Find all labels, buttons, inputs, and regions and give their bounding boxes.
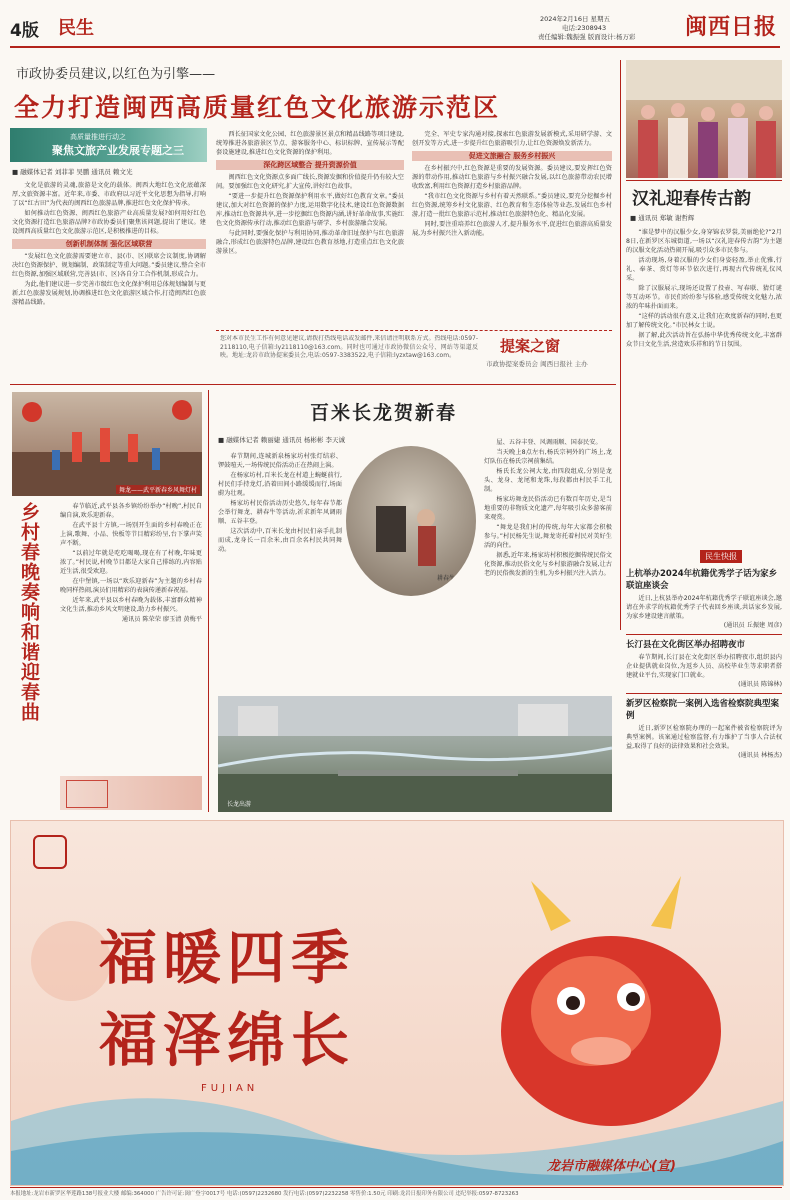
brief-2-body: 春节期间,长汀县在文化街区举办招聘夜市,组织县内企业提供就业岗位,为返乡人员、高校毕业生等求职者搭建就业平台,实现家门口就业。 — [626, 654, 782, 679]
lead-c3-p3: “我市红色文化资源与乡村有着天然联系。”委员建议,要充分挖掘乡村红色资源,统筹乡村文化旅游、红色教育和生态体验等业态,发展红色乡村游,打造一批红色旅游示范村,推动红色旅游特色化、精品化发展。 — [412, 193, 612, 218]
notice-box — [216, 330, 612, 375]
lead-c1-p1: 文化是旅游的灵魂,旅游是文化的载体。闽西大地红色文化底蕴深厚,文旅资源丰富。近年来,市委、市政府以习近平文化思想为指导,打响了以“红古田”为代表的闽西红色旅游品牌,推进红色文化保护传承。 — [12, 182, 206, 207]
notice-text: 您对本市民生工作有何意见建议,请拨打热线电话或发邮件,来信请注明联系方式。热线电话:0597-2118110,电子信箱:ly2118110@163.com。同时也可通过市政协微信公众号、网站等渠道反映。地址:龙岩市政协提案委员会,电话:0597-3383522,电子信箱:lyzxtaw@163.com。 — [220, 335, 478, 359]
hanfu-figures — [626, 60, 782, 178]
gala-headline-text: 乡村春晚奏响和谐迎春曲 — [18, 502, 40, 722]
right-p3: 除了汉服展示,现场还设置了投壶、写春联、猜灯谜等互动环节。市民们纷纷参与体验,感受传统文化魅力,浓浓的年味扑面而来。 — [626, 285, 782, 310]
mid-rule — [10, 384, 616, 385]
lead-c1-p3: “发展红色文化旅游需要建立市、县(市、区)联席会议制度,协调解决红色资源保护、规划编制、政策制定等重大问题。”委员建议,整合全市红色资源,加强区域联营,完善县(市、区)各自分工合作机制,形成合力。 — [12, 253, 206, 278]
brief-1-byline: (通讯员 丘振建 周彦) — [723, 622, 782, 629]
parade-scene — [218, 696, 612, 812]
right-body — [626, 228, 782, 543]
gala-body — [60, 502, 202, 772]
lead-banner — [10, 128, 207, 162]
ad-fu-mark — [33, 835, 67, 869]
center-c2-p4: 杨家坊舞龙民俗活动已有数百年历史,是当地重要的非物质文化遗产,每年吸引众多游客前来观赏。 — [484, 496, 612, 521]
right-p5: 据了解,此次活动旨在弘扬中华优秀传统文化,丰富群众节日文化生活,营造欢乐祥和的节日氛围。 — [626, 332, 782, 348]
center-c2-p6: 据悉,近年来,杨家坊村积极挖掘传统民俗文化资源,推动民俗文化与乡村旅游融合发展,让古老的民俗焕发新的生机,为乡村振兴注入活力。 — [484, 552, 612, 577]
paper-logo: 闽西日报 — [685, 14, 778, 40]
gala-stage — [12, 392, 202, 496]
brief-item-2 — [626, 639, 782, 689]
center-column-1 — [218, 452, 342, 692]
lead-c1-p4: 为此,他们建议进一步完善市级红色文化保护利用总体规划编制与更新,红色旅游发展规划,协调推进红色文化旅游区域合作,打造闽西红色旅游精品线路。 — [12, 281, 206, 306]
center-c2-p1: 屋、五谷丰登、风调雨顺、国泰民安。 — [496, 439, 602, 446]
gala-p3: “以前过年就是吃吃喝喝,现在有了村晚,年味更浓了。”村民说,村晚节目都是大家自己排练的,内容贴近生活,很受欢迎。 — [60, 550, 202, 575]
lead-column-2 — [216, 130, 404, 330]
brief-tag: 民生快报 — [700, 550, 742, 563]
brief-1-title: 上杭举办2024年杭籍优秀学子话为家乡联谊座谈会 — [626, 569, 778, 591]
lead-kicker: 市政协委员建议,以红色为引擎—— — [16, 67, 216, 82]
gala-p4: 在中堡镇,一场以“欢乐迎新春”为主题的乡村春晚同样热闹,演员们用精彩的表演传递新春祝福。 — [60, 578, 202, 594]
lead-headline: 全力打造闽西高质量红色文化旅游示范区 — [14, 93, 501, 122]
right-p1: “谁是梦中的汉服少女,身穿锦衣罗裳,美丽绝伦?”2月8日,在新罗区东城街道,一场以“汉礼迎春传古韵”为主题的汉服文化活动热闹开展,吸引众多市民参与。 — [626, 229, 782, 254]
banner-big-text: 聚焦文旅产业发展专题之三 — [52, 144, 184, 157]
center-column-2 — [484, 438, 612, 692]
lead-subhead-1: 创新机制体制 强化区域联营 — [12, 239, 206, 249]
lead-byline: ■ 融媒体记者 刘菲菲 吴鹏 通讯员 赖文光 — [12, 168, 133, 176]
center-c1-p4: 这次活动中,百米长龙由村民们亲手扎制而成,龙身长一百余米,由百余名村民共同舞动。 — [218, 528, 342, 553]
center-c1-p1: 春节期间,连城新泉杨家坊村张灯结彩、锣鼓喧天,一场传统民俗活动正在热闹上演。 — [218, 453, 342, 469]
ad-fujian: FUJIAN — [201, 1083, 259, 1094]
brief-2-title: 长汀县在文化街区举办招聘夜市 — [626, 640, 746, 650]
center-c2-p2: 当天晚上8点左右,杨氏宗祠外的广场上,龙灯队伍在杨氏宗祠前集结。 — [484, 449, 612, 465]
masthead-rule — [10, 46, 780, 48]
dragon-mascot — [501, 876, 721, 1126]
ad-signature: 龙岩市融媒体中心(宣) — [547, 1159, 676, 1174]
brief-3-byline: (通讯员 林杨杰) — [738, 752, 782, 759]
brief-1-body: 近日,上杭县举办2024年杭籍优秀学子联谊座谈会,邀请在外求学的杭籍优秀学子代表回乡座谈,共话家乡发展,为家乡建设建言献策。 — [626, 595, 782, 620]
lead-c1-p2: 如何推动红色资源、闽西红色旅游产业高质量发展?如何用好红色文化资源打造红色旅游品牌?市政协委员们聚焦该问题,提出了建议。建设闽西高质量红色文化旅游示范区,是积极推进的目标。 — [12, 210, 206, 235]
gala-p1: 春节临近,武平县各乡镇纷纷举办“村晚”,村民自编自演,欢乐迎新春。 — [60, 503, 202, 519]
parade-caption: 长龙出游 — [227, 801, 252, 808]
hanfu-photo — [626, 60, 782, 178]
gala-p2: 在武平县十方镇,一场别开生面的乡村春晚正在上演,歌舞、小品、快板等节目精彩纷呈,台下掌声笑声不断。 — [60, 522, 202, 547]
ox-caption: 耕春牛 — [436, 575, 455, 582]
village-gala-photo — [12, 392, 202, 496]
phone: 电话:2308943 — [562, 24, 607, 32]
lead-column-3 — [412, 130, 612, 330]
right-column-divider — [620, 60, 621, 630]
banner-small-text: 高质量推进行动之 — [70, 133, 126, 141]
lead-subhead-2: 深化跨区域整合 提升资源价值 — [216, 160, 404, 170]
lead-c2-p4: 与此同时,要强化保护与利用协同,推动革命旧址保护与红色旅游融合,形成红色旅游特色品牌,建设红色教育基地,打造重点红色文化旅游景区。 — [216, 230, 404, 255]
lead-column-1 — [12, 168, 206, 308]
lead-subhead-3: 促进文旅融合 服务乡村振兴 — [412, 151, 612, 161]
right-byline: ■ 通讯员 郑敏 谢哲辉 — [630, 214, 695, 222]
issue-date: 2024年2月16日 星期五 — [540, 15, 611, 23]
brief-list — [626, 568, 782, 760]
ad-line-1: 福暖四季 — [99, 924, 356, 992]
footer-rule — [10, 1187, 782, 1188]
brief-3-body: 近日,新罗区检察院办理的一起案件被省检察院评为典型案例。该案通过检察监督,有力维护了当事人合法权益,取得了良好的法律效果和社会效果。 — [626, 725, 782, 750]
gala-bottom-photo — [60, 776, 202, 810]
center-byline: ■ 融媒体记者 赖丽婕 通讯员 杨彬彬 李天诚 — [218, 436, 345, 444]
center-c2-p3: 杨氏长龙公祠大龙,由四段组成,分别是龙头、龙身、龙尾和龙珠,每段都由村民手工扎制。 — [484, 468, 612, 493]
new-year-ad — [10, 820, 784, 1186]
dragon-parade-photo — [218, 696, 612, 812]
gala-headline — [14, 502, 54, 772]
tian-panel — [486, 333, 610, 373]
lead-c3-p1: 完全、军史专家沟通对接,探索红色旅游发展新模式,采用研学游、文创开发等方式,进一步提升红色旅游吸引力,让红色资源焕发新活力。 — [412, 131, 612, 147]
gala-caption: 舞龙——武平新春乡风舞灯村 — [116, 485, 200, 494]
fu-decoration — [66, 780, 108, 808]
brief-divider-1 — [626, 634, 782, 635]
right-headline: 汉礼迎春传古韵 — [632, 189, 751, 209]
lead-c3-p2: 在乡村振兴中,红色资源是重要的发展资源。委员建议,要发挥红色资源的带动作用,推动红色旅游与乡村振兴融合发展,以红色旅游带动农民增收致富,利用红色资源打造乡村旅游品牌。 — [412, 165, 612, 190]
editors: 责任编辑:魏振强 版面设计:杨万彩 — [538, 33, 636, 41]
edition-number: 4版 — [10, 21, 39, 41]
lead-c2-p3: “要进一步提升红色资源保护利用水平,做好红色教育文章。”委员建议,加大对红色资源的保护力度,运用数字化技术,建设红色资源数据库,推动红色资源共享,进一步挖掘红色资源内涵,讲好革命故事,实施红色文化资源传承行动,推动红色旅游与研学、乡村旅游融合发展。 — [216, 193, 404, 227]
right-p2: 活动现场,身着汉服的少女们身姿轻盈,举止优雅,行礼、奉茶、赏灯等环节依次进行,再现古代传统礼仪风采。 — [626, 257, 782, 282]
lead-c2-p2: 闽西红色文化资源点多面广线长,资源发掘和价值提升仍有较大空间。要加强红色文化研究,扩大宣传,讲好红色故事。 — [216, 174, 404, 190]
center-headline: 百米长龙贺新春 — [310, 402, 458, 424]
gala-p5: 近年来,武平县以乡村春晚为载体,丰富群众精神文化生活,推动乡风文明建设,助力乡村振兴。 — [60, 597, 202, 613]
right-rule-1 — [626, 180, 782, 181]
brief-2-byline: (通讯员 陈锦林) — [738, 681, 782, 688]
section-name: 民生 — [58, 18, 94, 39]
lead-c2-p1: 西长征国家文化公园、红色旅游景区景点和精品线路等项目建设,统筹推进各旅游景区节点、游客服务中心、标识标牌、宣传展示等配套设施建设,推进红色文化资源的保护利用。 — [216, 131, 404, 156]
brief-item-1 — [626, 568, 782, 630]
masthead — [0, 0, 790, 46]
tian-title: 提案之窗 — [500, 337, 561, 355]
left-column-divider — [208, 390, 209, 812]
center-c1-p3: 杨家坊村民俗活动历史悠久,每年春节都会举行舞龙、耕春牛等活动,祈求新年风调雨顺、五谷丰登。 — [218, 500, 342, 525]
spring-ox-photo — [346, 446, 476, 596]
tian-subtitle: 市政协提案委员会 闽西日报社 主办 — [486, 360, 588, 368]
center-c2-p5: “舞龙是我们村的传统,每年大家都会积极参与。”村民杨先生说,舞龙寄托着村民对美好生活的向往。 — [484, 524, 612, 549]
gala-byline: 通讯员 陈荣荣 廖玉清 黄梅平 — [121, 616, 202, 623]
brief-item-3 — [626, 698, 782, 760]
brief-3-title: 新罗区检察院一案例入选省检察院典型案例 — [626, 699, 780, 721]
center-c1-p2: 在杨家坊村,百米长龙在村道上蜿蜒前行,村民们手持龙灯,沿着田间小路缓缓而行,场面蔚为壮观。 — [218, 472, 342, 497]
ad-line-2: 福泽绵长 — [99, 1006, 356, 1074]
right-p4: “这样的活动很有意义,让我们在欢度新春的同时,也更加了解传统文化。”市民林女士说。 — [626, 313, 782, 329]
lead-c3-p4: 同时,要注重培养红色旅游人才,提升服务水平,促进红色旅游高质量发展,为乡村振兴注入新动能。 — [412, 221, 612, 237]
footer-info: 本报地址:龙岩市新罗区华莲路138号报业大楼 邮编:364000 广告许可证:闽广登字0017号 电话:(0597)2232680 发行电话:(0597)2232258 零售价:1.50元 印刷:龙岩日报印务有限公司 违纪举报:0597-8723263 — [10, 1191, 519, 1197]
brief-divider-2 — [626, 693, 782, 694]
